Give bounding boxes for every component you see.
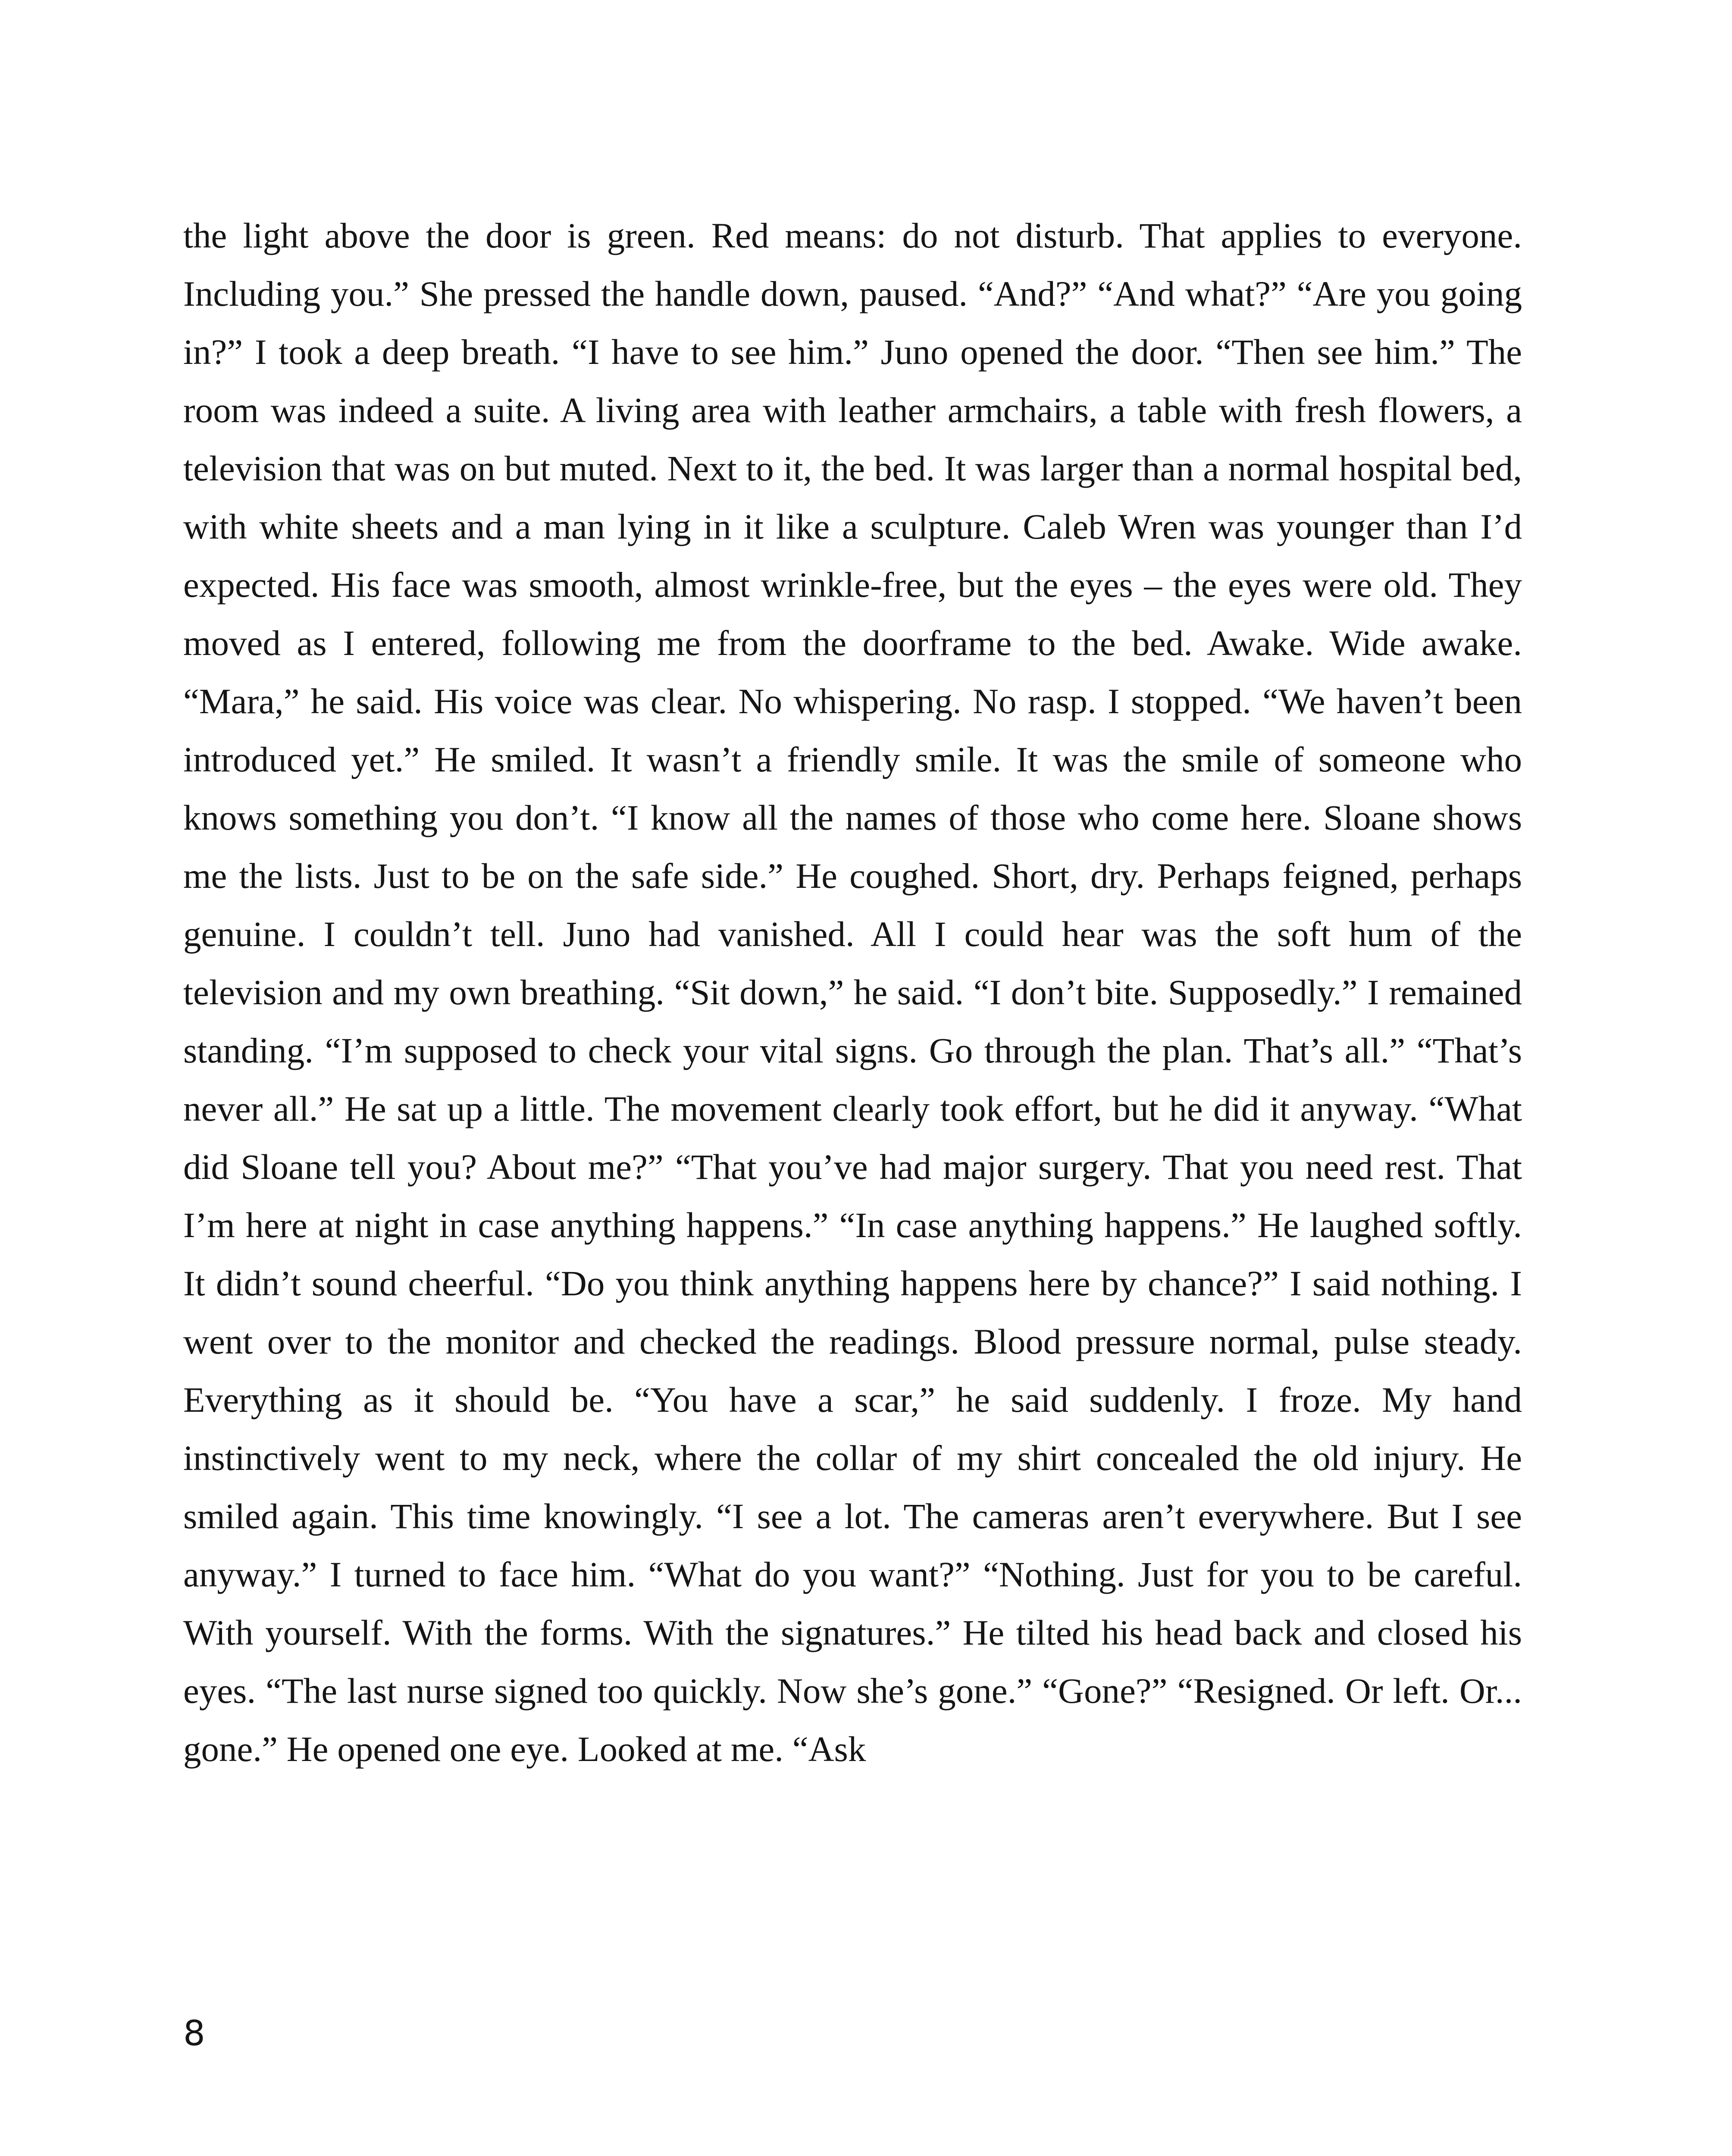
page-number: 8 <box>183 2013 205 2053</box>
body-paragraph: the light above the door is green. Red means: do not disturb. That applies to everyone. Including you.” She pressed the handle down, paused. “And?” “And what?” “Are you going in?” I took a deep breath. “I have to see him.” Juno opened the door. “Then see him.” The room was indeed a suite. A living area with leather armchairs, a table with fresh flowers, a television that was on but muted. Next to it, the bed. It was larger than a normal hospital bed, with white sheets and a man lying in it like a sculpture. Caleb Wren was younger than I’d expected. His face was smooth, almost wrinkle-free, but the eyes – the eyes were old. They moved as I entered, following me from the doorframe to the bed. Awake. Wide awake. “Mara,” he said. His voice was clear. No whispering. No rasp. I stopped. “We haven’t been introduced yet.” He smiled. It wasn’t a friendly smile. It was the smile of someone who knows something you don’t. “I know all the names of those who come here. Sloane shows me the lists. Just to be on the safe side.” He coughed. Short, dry. Perhaps feigned, perhaps genuine. I couldn’t tell. Juno had vanished. All I could hear was the soft hum of the television and my own breathing. “Sit down,” he said. “I don’t bite. Supposedly.” I remained standing. “I’m supposed to check your vital signs. Go through the plan. That’s all.” “That’s never all.” He sat up a little. The movement clearly took effort, but he did it anyway. “What did Sloane tell you? About me?” “That you’ve had major surgery. That you need rest. That I’m here at night in case anything happens.” “In case anything happens.” He laughed softly. It didn’t sound cheerful. “Do you think anything happens here by chance?” I said nothing. I went over to the monitor and checked the readings. Blood pressure normal, pulse steady. Everything as it should be. “You have a scar,” he said suddenly. I froze. My hand instinctively went to my neck, where the collar of my shirt concealed the old injury. He smiled again. This time knowingly. “I see a lot. The cameras aren’t everywhere. But I see anyway.” I turned to face him. “What do you want?” “Nothing. Just for you to be careful. With yourself. With the forms. With the signatures.” He tilted his head back and closed his eyes. “The last nurse signed too quickly. Now she’s gone.” “Gone?” “Resigned. Or left. Or... gone.” He opened one eye. Looked at me. “Ask <box>183 216 1522 1769</box>
